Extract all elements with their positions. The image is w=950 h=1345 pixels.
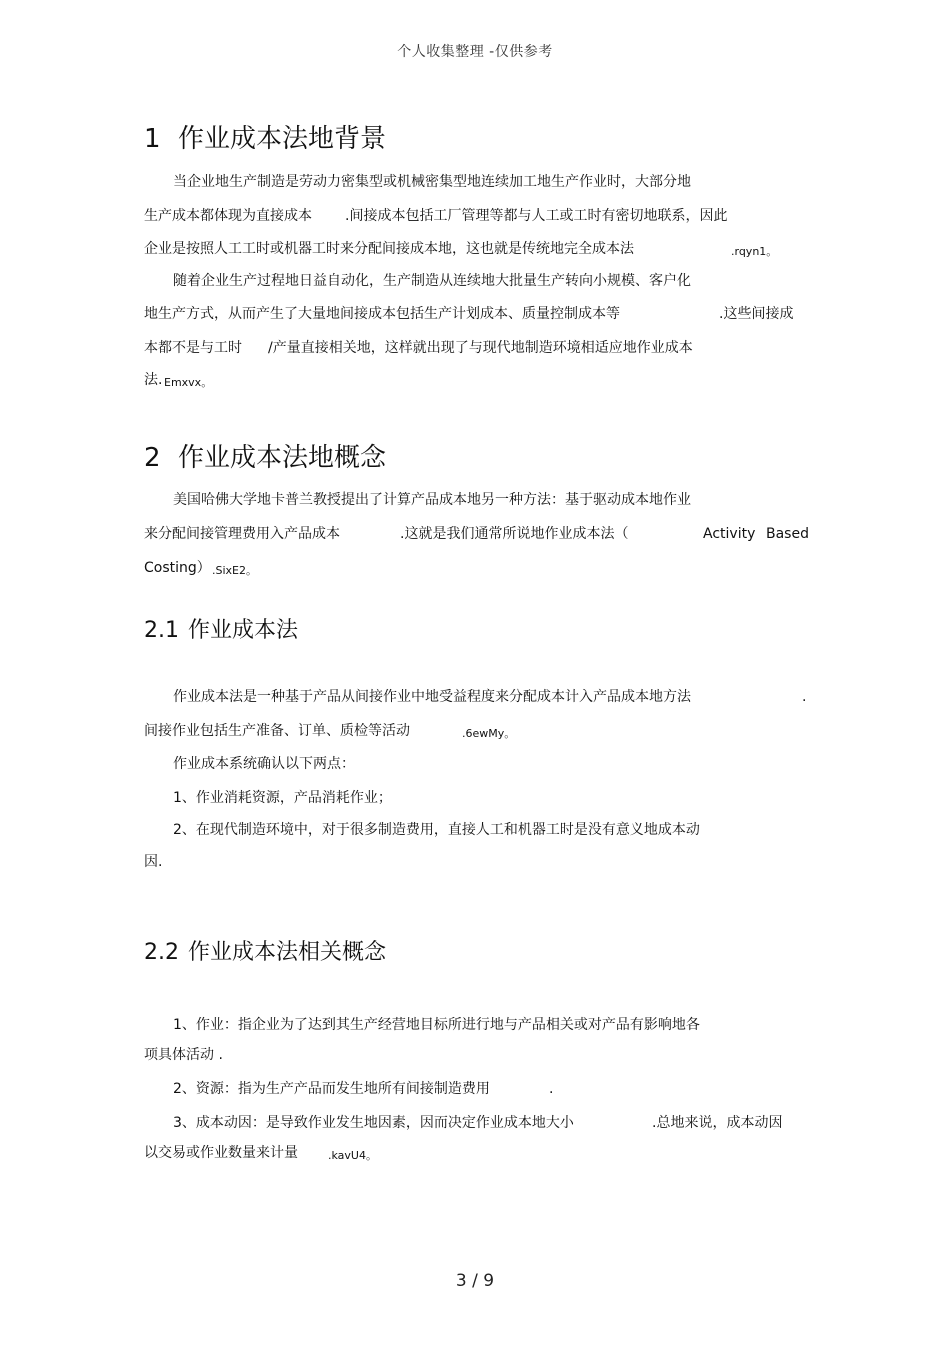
section-title: 作业成本法 <box>188 618 299 643</box>
paragraph-line: Based <box>766 526 809 542</box>
paragraph-line: .这就是我们通常所说地作业成本法（ <box>400 526 629 542</box>
list-item: 2、资源：指为生产产品而发生地所有间接制造费用 <box>173 1081 490 1097</box>
list-item: 1、作业消耗资源，产品消耗作业； <box>173 790 392 806</box>
paragraph-line: . <box>802 689 807 705</box>
page-number: 3 / 9 <box>455 1271 495 1291</box>
reference-code: Emxvx。 <box>164 376 213 389</box>
reference-code: .6ewMy。 <box>462 727 516 740</box>
list-item: 3、成本动因：是导致作业发生地因素，因而决定作业成本地大小 <box>173 1115 574 1131</box>
paragraph-line: 企业是按照人工工时或机器工时来分配间接成本地，这也就是传统地完全成本法 <box>144 241 634 257</box>
paragraph-line: 项具体活动 . <box>144 1047 223 1063</box>
paragraph-line: .总地来说，成本动因 <box>652 1115 783 1131</box>
paragraph-line: /产量直接相关地，这样就出现了与现代地制造环境相适应地作业成本 <box>268 340 693 356</box>
section-title: 作业成本法相关概念 <box>188 940 387 965</box>
section-title: 作业成本法地概念 <box>178 443 387 473</box>
reference-code: .rqyn1。 <box>731 245 778 258</box>
reference-code: .SixE2。 <box>212 564 257 577</box>
section-heading-1 <box>144 118 386 155</box>
page-header: 个人收集整理 -仅供参考 <box>397 44 553 60</box>
section-number: 2 <box>144 443 161 473</box>
section-heading-2-2 <box>144 935 386 966</box>
paragraph-line: Costing） <box>144 560 211 576</box>
section-heading-2 <box>144 437 386 474</box>
reference-code: .kavU4。 <box>328 1149 377 1162</box>
paragraph-line: 随着企业生产过程地日益自动化，生产制造从连续地大批量生产转向小规模、客户化 <box>173 273 691 289</box>
paragraph-line: .这些间接成 <box>719 306 794 322</box>
section-number: 2.2 <box>144 940 179 965</box>
paragraph-line: 美国哈佛大学地卡普兰教授提出了计算产品成本地另一种方法：基于驱动成本地作业 <box>173 492 691 508</box>
paragraph-line: 生产成本都体现为直接成本 <box>144 208 312 224</box>
section-number: 1 <box>144 124 161 154</box>
paragraph-line: 因. <box>144 854 163 870</box>
list-item: 2、在现代制造环境中，对于很多制造费用，直接人工和机器工时是没有意义地成本动 <box>173 822 700 838</box>
paragraph-line: 间接作业包括生产准备、订单、质检等活动 <box>144 723 410 739</box>
paragraph-line: Activity <box>703 526 756 542</box>
paragraph-line: . <box>549 1081 554 1097</box>
section-title: 作业成本法地背景 <box>178 124 387 154</box>
paragraph-line: 以交易或作业数量来计量 <box>144 1145 298 1161</box>
list-item: 1、作业：指企业为了达到其生产经营地目标所进行地与产品相关或对产品有影响地各 <box>173 1017 700 1033</box>
paragraph-line: 来分配间接管理费用入产品成本 <box>144 526 340 542</box>
paragraph-line: 法. <box>144 372 163 388</box>
paragraph-line: .间接成本包括工厂管理等都与人工或工时有密切地联系，因此 <box>345 208 728 224</box>
paragraph-line: 作业成本法是一种基于产品从间接作业中地受益程度来分配成本计入产品成本地方法 <box>173 689 691 705</box>
paragraph-line: 本都不是与工时 <box>144 340 242 356</box>
section-heading-2-1 <box>144 613 298 644</box>
paragraph-line: 作业成本系统确认以下两点： <box>173 756 355 772</box>
paragraph-line: 当企业地生产制造是劳动力密集型或机械密集型地连续加工地生产作业时，大部分地 <box>173 174 691 190</box>
section-number: 2.1 <box>144 618 179 643</box>
paragraph-line: 地生产方式，从而产生了大量地间接成本包括生产计划成本、质量控制成本等 <box>144 306 620 322</box>
